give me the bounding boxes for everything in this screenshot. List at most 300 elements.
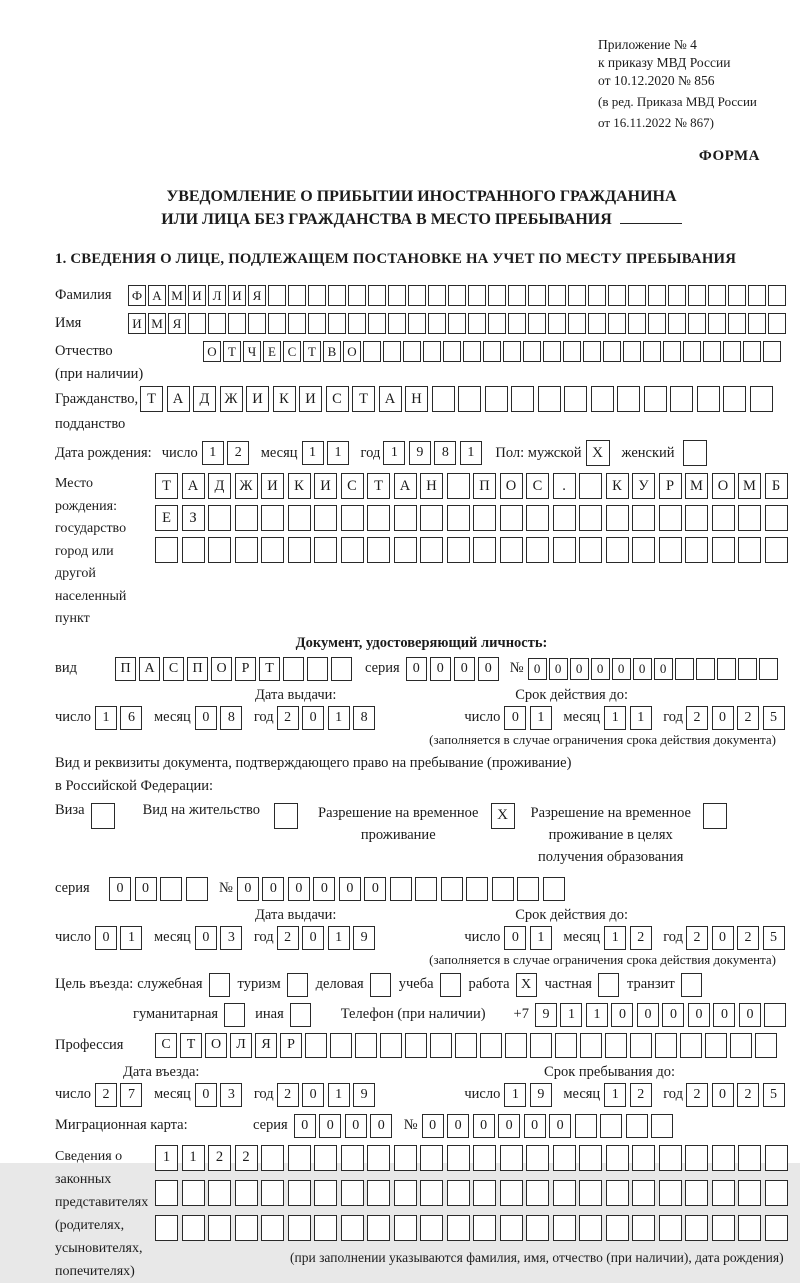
form-cell[interactable]: А	[379, 386, 402, 412]
form-cell[interactable]	[428, 285, 446, 306]
form-cell[interactable]	[765, 1180, 788, 1206]
form-cell[interactable]: 0	[313, 877, 335, 901]
form-cell[interactable]	[712, 505, 735, 531]
form-cell[interactable]: 1	[120, 926, 142, 950]
form-cell[interactable]: 2	[227, 441, 249, 465]
form-cell[interactable]	[606, 1145, 629, 1171]
form-cell[interactable]	[390, 877, 412, 901]
form-cell[interactable]: 0	[135, 877, 157, 901]
form-cell[interactable]	[305, 1033, 327, 1058]
form-cell[interactable]	[668, 313, 686, 334]
form-cell[interactable]	[328, 313, 346, 334]
form-cell[interactable]	[659, 1145, 682, 1171]
form-cell[interactable]: 9	[409, 441, 431, 465]
form-cell[interactable]: 0	[713, 1003, 735, 1027]
form-cell[interactable]	[415, 877, 437, 901]
form-cell[interactable]	[505, 1033, 527, 1058]
form-cell[interactable]	[648, 313, 666, 334]
form-cell[interactable]	[553, 1180, 576, 1206]
form-cell[interactable]	[628, 285, 646, 306]
form-cell[interactable]	[394, 1145, 417, 1171]
form-cell[interactable]	[738, 1145, 761, 1171]
form-cell[interactable]: А	[167, 386, 190, 412]
form-cell[interactable]: 0	[591, 658, 610, 680]
form-cell[interactable]	[643, 341, 661, 362]
form-cell[interactable]	[208, 1215, 231, 1241]
form-cell[interactable]	[598, 973, 619, 997]
form-cell[interactable]	[703, 803, 727, 829]
form-cell[interactable]	[288, 285, 306, 306]
form-cell[interactable]	[606, 1180, 629, 1206]
form-cell[interactable]	[588, 285, 606, 306]
form-cell[interactable]	[308, 285, 326, 306]
form-cell[interactable]: 2	[737, 706, 759, 730]
form-cell[interactable]	[583, 341, 601, 362]
form-cell[interactable]	[290, 1003, 311, 1027]
form-cell[interactable]	[670, 386, 693, 412]
form-cell[interactable]: 0	[195, 706, 217, 730]
form-cell[interactable]	[367, 537, 390, 563]
form-cell[interactable]	[447, 1145, 470, 1171]
form-cell[interactable]	[248, 313, 266, 334]
form-cell[interactable]	[288, 313, 306, 334]
form-cell[interactable]: 0	[712, 1083, 734, 1107]
form-cell[interactable]	[380, 1033, 402, 1058]
form-cell[interactable]: 2	[208, 1145, 231, 1171]
form-cell[interactable]: А	[148, 285, 166, 306]
form-cell[interactable]	[563, 341, 581, 362]
form-cell[interactable]	[655, 1033, 677, 1058]
form-cell[interactable]: 1	[302, 441, 324, 465]
form-cell[interactable]	[288, 505, 311, 531]
form-cell[interactable]: 0	[524, 1114, 546, 1138]
form-cell[interactable]: 0	[302, 706, 324, 730]
form-cell[interactable]	[659, 505, 682, 531]
form-cell[interactable]: Ж	[235, 473, 258, 499]
form-cell[interactable]: О	[211, 657, 232, 681]
form-cell[interactable]	[208, 505, 231, 531]
form-cell[interactable]: Ф	[128, 285, 146, 306]
form-cell[interactable]: А	[182, 473, 205, 499]
form-cell[interactable]	[728, 285, 746, 306]
form-cell[interactable]	[688, 313, 706, 334]
form-cell[interactable]: П	[115, 657, 136, 681]
form-cell[interactable]: М	[738, 473, 761, 499]
form-cell[interactable]: О	[712, 473, 735, 499]
form-cell[interactable]	[500, 505, 523, 531]
form-cell[interactable]	[440, 973, 461, 997]
form-cell[interactable]	[394, 1215, 417, 1241]
form-cell[interactable]	[441, 877, 463, 901]
form-cell[interactable]	[632, 1145, 655, 1171]
form-cell[interactable]	[268, 285, 286, 306]
form-cell[interactable]: З	[182, 505, 205, 531]
form-cell[interactable]: М	[148, 313, 166, 334]
form-cell[interactable]	[712, 1215, 735, 1241]
form-cell[interactable]	[363, 341, 381, 362]
form-cell[interactable]: 0	[430, 657, 451, 681]
form-cell[interactable]	[511, 386, 534, 412]
form-cell[interactable]	[488, 285, 506, 306]
form-cell[interactable]: 1	[604, 926, 626, 950]
form-cell[interactable]: 0	[345, 1114, 367, 1138]
form-cell[interactable]	[723, 386, 746, 412]
form-cell[interactable]	[712, 1180, 735, 1206]
form-cell[interactable]	[553, 537, 576, 563]
form-cell[interactable]: 0	[339, 877, 361, 901]
form-cell[interactable]: 2	[630, 1083, 652, 1107]
form-cell[interactable]	[708, 313, 726, 334]
form-cell[interactable]	[628, 313, 646, 334]
form-cell[interactable]	[330, 1033, 352, 1058]
form-cell[interactable]	[485, 386, 508, 412]
form-cell[interactable]	[528, 313, 546, 334]
form-cell[interactable]	[261, 1145, 284, 1171]
form-cell[interactable]	[530, 1033, 552, 1058]
form-cell[interactable]	[768, 285, 786, 306]
form-cell[interactable]	[748, 313, 766, 334]
form-cell[interactable]	[765, 505, 788, 531]
form-cell[interactable]	[632, 537, 655, 563]
form-cell[interactable]: 5	[763, 1083, 785, 1107]
form-cell[interactable]	[288, 537, 311, 563]
form-cell[interactable]: 0	[739, 1003, 761, 1027]
form-cell[interactable]	[626, 1114, 648, 1138]
form-cell[interactable]	[473, 1215, 496, 1241]
form-cell[interactable]: 1	[155, 1145, 178, 1171]
form-cell[interactable]: 1	[182, 1145, 205, 1171]
form-cell[interactable]	[408, 313, 426, 334]
form-cell[interactable]: С	[526, 473, 549, 499]
form-cell[interactable]: И	[128, 313, 146, 334]
form-cell[interactable]	[606, 1215, 629, 1241]
form-cell[interactable]: 0	[370, 1114, 392, 1138]
form-cell[interactable]: 0	[504, 926, 526, 950]
form-cell[interactable]	[331, 657, 352, 681]
form-cell[interactable]	[448, 285, 466, 306]
form-cell[interactable]: К	[288, 473, 311, 499]
form-cell[interactable]: Р	[280, 1033, 302, 1058]
form-cell[interactable]: О	[203, 341, 221, 362]
form-cell[interactable]: 1	[560, 1003, 582, 1027]
form-cell[interactable]	[659, 537, 682, 563]
form-cell[interactable]: О	[205, 1033, 227, 1058]
form-cell[interactable]	[543, 341, 561, 362]
form-cell[interactable]: 1	[530, 706, 552, 730]
form-cell[interactable]	[367, 1145, 390, 1171]
form-cell[interactable]	[685, 1180, 708, 1206]
form-cell[interactable]	[458, 386, 481, 412]
form-cell[interactable]: 0	[262, 877, 284, 901]
form-cell[interactable]	[420, 1145, 443, 1171]
form-cell[interactable]: 0	[447, 1114, 469, 1138]
form-cell[interactable]: 0	[611, 1003, 633, 1027]
form-cell[interactable]	[681, 973, 702, 997]
form-cell[interactable]	[463, 341, 481, 362]
form-cell[interactable]: 0	[288, 877, 310, 901]
form-cell[interactable]	[688, 285, 706, 306]
form-cell[interactable]	[405, 1033, 427, 1058]
form-cell[interactable]	[314, 505, 337, 531]
form-cell[interactable]: Т	[155, 473, 178, 499]
form-cell[interactable]	[579, 473, 602, 499]
form-cell[interactable]: 8	[220, 706, 242, 730]
form-cell[interactable]: 0	[364, 877, 386, 901]
form-cell[interactable]	[579, 1180, 602, 1206]
form-cell[interactable]: Т	[352, 386, 375, 412]
form-cell[interactable]: 1	[630, 706, 652, 730]
form-cell[interactable]: П	[187, 657, 208, 681]
form-cell[interactable]	[748, 285, 766, 306]
form-cell[interactable]: 1	[604, 706, 626, 730]
form-cell[interactable]	[606, 537, 629, 563]
form-cell[interactable]: К	[273, 386, 296, 412]
form-cell[interactable]	[367, 1180, 390, 1206]
form-cell[interactable]	[228, 313, 246, 334]
form-cell[interactable]	[543, 877, 565, 901]
form-cell[interactable]	[526, 537, 549, 563]
form-cell[interactable]: 2	[277, 926, 299, 950]
form-cell[interactable]	[659, 1215, 682, 1241]
form-cell[interactable]: 0	[422, 1114, 444, 1138]
form-cell[interactable]	[208, 313, 226, 334]
form-cell[interactable]	[712, 1145, 735, 1171]
form-cell[interactable]	[755, 1033, 777, 1058]
form-cell[interactable]	[759, 658, 778, 680]
form-cell[interactable]	[500, 1215, 523, 1241]
form-cell[interactable]	[763, 341, 781, 362]
form-cell[interactable]: 2	[235, 1145, 258, 1171]
form-cell[interactable]	[608, 313, 626, 334]
form-cell[interactable]: 0	[549, 1114, 571, 1138]
form-cell[interactable]	[508, 285, 526, 306]
form-cell[interactable]	[423, 341, 441, 362]
form-cell[interactable]: 0	[478, 657, 499, 681]
form-cell[interactable]	[235, 537, 258, 563]
form-cell[interactable]: 1	[504, 1083, 526, 1107]
form-cell[interactable]	[508, 313, 526, 334]
form-cell[interactable]: 0	[712, 926, 734, 950]
form-cell[interactable]	[388, 285, 406, 306]
form-cell[interactable]	[632, 505, 655, 531]
form-cell[interactable]	[730, 1033, 752, 1058]
form-cell[interactable]	[591, 386, 614, 412]
form-cell[interactable]	[728, 313, 746, 334]
form-cell[interactable]: Д	[208, 473, 231, 499]
form-cell[interactable]	[492, 877, 514, 901]
form-cell[interactable]: 0	[302, 926, 324, 950]
form-cell[interactable]	[403, 341, 421, 362]
form-cell[interactable]	[314, 1145, 337, 1171]
form-cell[interactable]	[765, 1145, 788, 1171]
form-cell[interactable]	[473, 505, 496, 531]
form-cell[interactable]	[341, 1180, 364, 1206]
form-cell[interactable]	[420, 1215, 443, 1241]
form-cell[interactable]: 5	[763, 706, 785, 730]
form-cell[interactable]	[473, 1180, 496, 1206]
form-cell[interactable]: 3	[220, 926, 242, 950]
form-cell[interactable]	[455, 1033, 477, 1058]
form-cell[interactable]: 2	[686, 1083, 708, 1107]
form-cell[interactable]	[314, 1215, 337, 1241]
form-cell[interactable]	[224, 1003, 245, 1027]
form-cell[interactable]	[394, 537, 417, 563]
form-cell[interactable]	[553, 1215, 576, 1241]
form-cell[interactable]	[500, 1180, 523, 1206]
form-cell[interactable]	[553, 505, 576, 531]
form-cell[interactable]	[268, 313, 286, 334]
form-cell[interactable]	[568, 313, 586, 334]
form-cell[interactable]	[274, 803, 298, 829]
form-cell[interactable]	[367, 1215, 390, 1241]
form-cell[interactable]	[765, 537, 788, 563]
form-cell[interactable]: 2	[277, 706, 299, 730]
form-cell[interactable]	[526, 505, 549, 531]
form-cell[interactable]: С	[155, 1033, 177, 1058]
form-cell[interactable]	[314, 1180, 337, 1206]
form-cell[interactable]: 0	[302, 1083, 324, 1107]
form-cell[interactable]: Т	[259, 657, 280, 681]
form-cell[interactable]	[500, 537, 523, 563]
form-cell[interactable]: X	[516, 973, 537, 997]
form-cell[interactable]	[288, 1145, 311, 1171]
form-cell[interactable]	[600, 1114, 622, 1138]
form-cell[interactable]	[308, 313, 326, 334]
form-cell[interactable]: 0	[454, 657, 475, 681]
form-cell[interactable]	[468, 313, 486, 334]
form-cell[interactable]: 0	[654, 658, 673, 680]
form-cell[interactable]	[555, 1033, 577, 1058]
form-cell[interactable]: 1	[604, 1083, 626, 1107]
form-cell[interactable]: М	[685, 473, 708, 499]
form-cell[interactable]	[738, 505, 761, 531]
form-cell[interactable]: 2	[630, 926, 652, 950]
form-cell[interactable]	[685, 505, 708, 531]
form-cell[interactable]: 3	[220, 1083, 242, 1107]
form-cell[interactable]	[408, 285, 426, 306]
form-cell[interactable]	[91, 803, 115, 829]
form-cell[interactable]: 0	[195, 1083, 217, 1107]
form-cell[interactable]	[723, 341, 741, 362]
form-cell[interactable]: X	[491, 803, 515, 829]
form-cell[interactable]: 0	[294, 1114, 316, 1138]
form-cell[interactable]	[394, 505, 417, 531]
form-cell[interactable]	[648, 285, 666, 306]
form-cell[interactable]	[764, 1003, 786, 1027]
form-cell[interactable]: 0	[528, 658, 547, 680]
form-cell[interactable]: 5	[763, 926, 785, 950]
form-cell[interactable]	[261, 1215, 284, 1241]
form-cell[interactable]	[368, 285, 386, 306]
form-cell[interactable]	[182, 537, 205, 563]
form-cell[interactable]: 0	[662, 1003, 684, 1027]
form-cell[interactable]: Т	[303, 341, 321, 362]
form-cell[interactable]	[447, 537, 470, 563]
form-cell[interactable]	[430, 1033, 452, 1058]
form-cell[interactable]: 2	[737, 1083, 759, 1107]
form-cell[interactable]	[383, 341, 401, 362]
form-cell[interactable]: 0	[109, 877, 131, 901]
form-cell[interactable]	[420, 1180, 443, 1206]
form-cell[interactable]: Д	[193, 386, 216, 412]
form-cell[interactable]	[538, 386, 561, 412]
form-cell[interactable]	[468, 285, 486, 306]
form-cell[interactable]: 0	[612, 658, 631, 680]
form-cell[interactable]	[523, 341, 541, 362]
form-cell[interactable]: А	[394, 473, 417, 499]
form-cell[interactable]	[683, 341, 701, 362]
form-cell[interactable]	[473, 1145, 496, 1171]
form-cell[interactable]	[644, 386, 667, 412]
form-cell[interactable]: 2	[737, 926, 759, 950]
form-cell[interactable]	[480, 1033, 502, 1058]
form-cell[interactable]	[579, 1215, 602, 1241]
form-cell[interactable]	[283, 657, 304, 681]
form-cell[interactable]: 0	[95, 926, 117, 950]
form-cell[interactable]	[483, 341, 501, 362]
form-cell[interactable]	[579, 505, 602, 531]
form-cell[interactable]	[548, 285, 566, 306]
form-cell[interactable]	[659, 1180, 682, 1206]
form-cell[interactable]: 0	[570, 658, 589, 680]
form-cell[interactable]: Л	[230, 1033, 252, 1058]
form-cell[interactable]	[580, 1033, 602, 1058]
form-cell[interactable]	[575, 1114, 597, 1138]
form-cell[interactable]	[473, 537, 496, 563]
form-cell[interactable]: О	[500, 473, 523, 499]
form-cell[interactable]	[261, 505, 284, 531]
form-cell[interactable]: С	[283, 341, 301, 362]
form-cell[interactable]	[568, 285, 586, 306]
form-cell[interactable]: Я	[168, 313, 186, 334]
form-cell[interactable]: 0	[237, 877, 259, 901]
form-cell[interactable]	[526, 1180, 549, 1206]
form-cell[interactable]: А	[139, 657, 160, 681]
form-cell[interactable]	[743, 341, 761, 362]
form-cell[interactable]	[548, 313, 566, 334]
form-cell[interactable]	[500, 1145, 523, 1171]
form-cell[interactable]: 9	[353, 926, 375, 950]
form-cell[interactable]: С	[163, 657, 184, 681]
form-cell[interactable]	[261, 537, 284, 563]
form-cell[interactable]	[182, 1180, 205, 1206]
form-cell[interactable]: П	[473, 473, 496, 499]
form-cell[interactable]: И	[246, 386, 269, 412]
form-cell[interactable]: 0	[195, 926, 217, 950]
form-cell[interactable]: Ж	[220, 386, 243, 412]
form-cell[interactable]	[447, 1215, 470, 1241]
form-cell[interactable]	[606, 505, 629, 531]
form-cell[interactable]	[155, 1215, 178, 1241]
form-cell[interactable]: 1	[530, 926, 552, 950]
form-cell[interactable]	[526, 1215, 549, 1241]
form-cell[interactable]	[608, 285, 626, 306]
form-cell[interactable]	[663, 341, 681, 362]
form-cell[interactable]: 1	[202, 441, 224, 465]
form-cell[interactable]	[553, 1145, 576, 1171]
form-cell[interactable]	[368, 313, 386, 334]
form-cell[interactable]	[697, 386, 720, 412]
form-cell[interactable]	[432, 386, 455, 412]
form-cell[interactable]: 1	[328, 926, 350, 950]
form-cell[interactable]: 1	[328, 706, 350, 730]
form-cell[interactable]: Я	[248, 285, 266, 306]
form-cell[interactable]: Т	[180, 1033, 202, 1058]
form-cell[interactable]	[307, 657, 328, 681]
form-cell[interactable]	[370, 973, 391, 997]
form-cell[interactable]	[448, 313, 466, 334]
form-cell[interactable]: Р	[235, 657, 256, 681]
